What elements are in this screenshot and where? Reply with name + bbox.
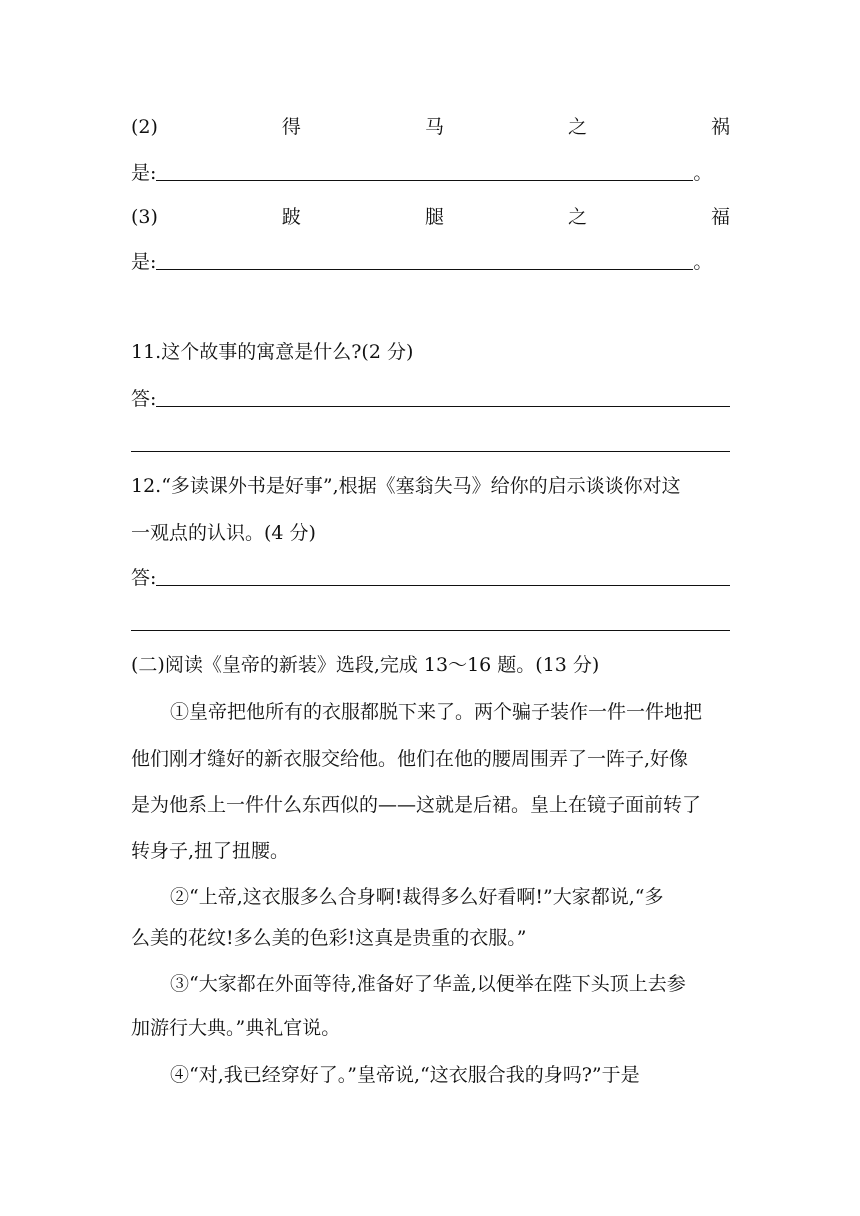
passage-line: 是为他系上一件什么东西似的——这就是后裙。皇上在镜子面前转了 — [131, 794, 702, 816]
passage-line: 加游行大典。”典礼官说。 — [131, 1017, 341, 1039]
q10-item2-prefix: 是: — [131, 162, 157, 184]
passage-line: ②“上帝,这衣服多么合身啊!裁得多么好看啊!”大家都说,“多 — [170, 886, 664, 908]
q10-item2-char: 之 — [567, 116, 587, 138]
passage-line: 转身子,扭了扭腰。 — [131, 840, 290, 862]
q12-answer-line — [131, 569, 730, 588]
q10-item2-char: 祸 — [710, 116, 730, 138]
q11-answer-line — [131, 390, 730, 409]
q10-item2-end: 。 — [693, 162, 713, 184]
passage-line: ③“大家都在外面等待,准备好了华盖,以便举在陛下头顶上去参 — [170, 973, 686, 995]
q10-item3-blank[interactable] — [156, 268, 693, 270]
passage-line: 他们刚才缝好的新衣服交给他。他们在他的腰周围弄了一阵子,好像 — [131, 748, 689, 770]
q10-item3-end: 。 — [693, 251, 713, 273]
q12-answer-label: 答: — [131, 567, 157, 589]
q10-item2-char: 得 — [281, 116, 301, 138]
q10-item2-answer-line — [131, 164, 730, 183]
q10-item2-char: 马 — [424, 116, 444, 138]
q10-item2-number: (2) — [131, 116, 158, 138]
q10-item2-blank[interactable] — [156, 179, 693, 181]
q10-item3-number: (3) — [131, 206, 158, 228]
q12-answer-blank[interactable] — [156, 584, 730, 586]
q11-question: 11.这个故事的寓意是什么?(2 分) — [131, 341, 414, 363]
q10-item2-line — [131, 118, 730, 137]
q10-item3-char: 之 — [567, 206, 587, 228]
q10-item3-char: 腿 — [424, 206, 444, 228]
passage-line: ④“对,我已经穿好了。”皇帝说,“这衣服合我的身吗?”于是 — [170, 1064, 640, 1086]
q10-item3-char: 福 — [710, 206, 730, 228]
q11-answer-blank[interactable] — [156, 405, 730, 407]
passage-line: ①皇帝把他所有的衣服都脱下来了。两个骗子装作一件一件地把 — [170, 701, 703, 723]
q10-item3-char: 跛 — [281, 206, 301, 228]
q12-answer-rule[interactable] — [131, 630, 730, 631]
q12-question-line1: 12.“多读课外书是好事”,根据《塞翁失马》给你的启示谈谈你对这 — [131, 475, 681, 497]
q12-question-line2: 一观点的认识。(4 分) — [131, 522, 316, 544]
q11-answer-label: 答: — [131, 388, 157, 410]
q10-item3-answer-line — [131, 253, 730, 272]
q10-item3-line — [131, 208, 730, 227]
q11-answer-rule[interactable] — [131, 451, 730, 452]
passage-line: 么美的花纹!多么美的色彩!这真是贵重的衣服。” — [131, 927, 527, 949]
q10-item3-prefix: 是: — [131, 251, 157, 273]
section2-heading: (二)阅读《皇帝的新装》选段,完成 13～16 题。(13 分) — [131, 654, 600, 676]
